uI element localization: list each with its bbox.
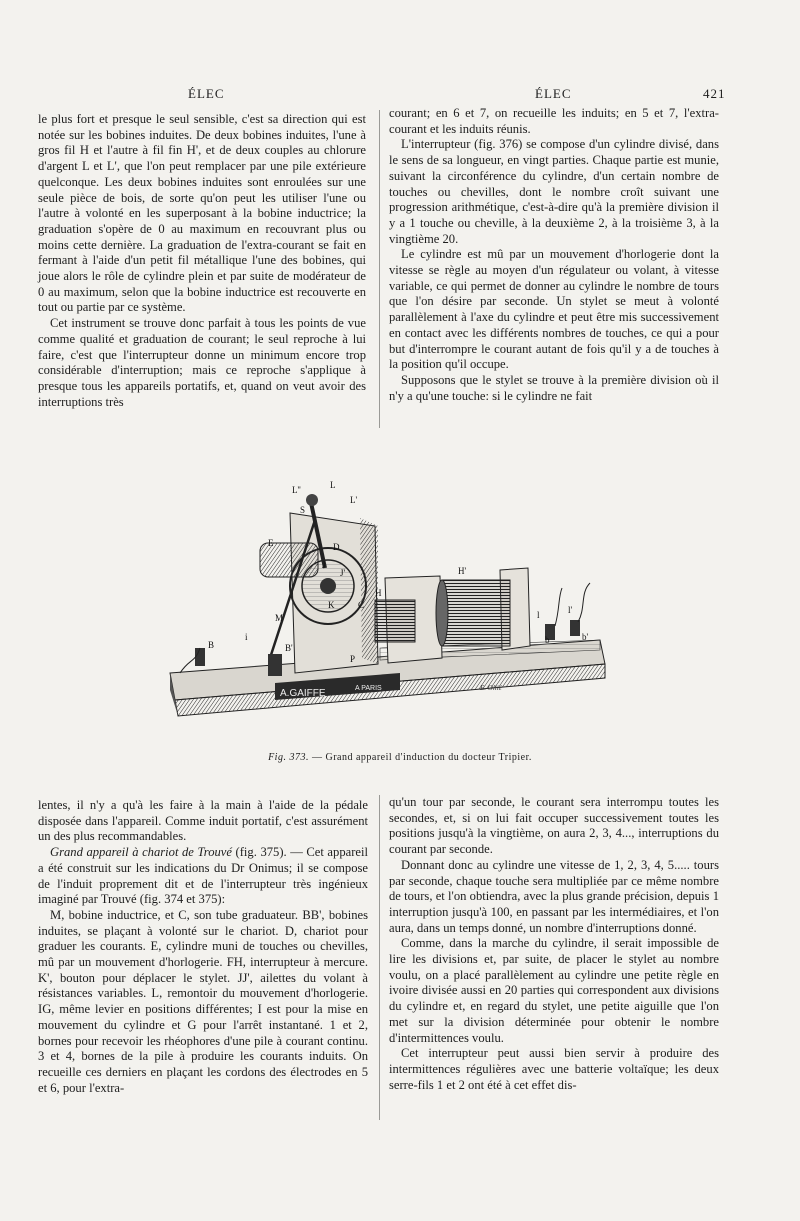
paragraph: Supposons que le stylet se trouve à la première division où il n'y a qu'une touche: si le cylindre ne fait	[389, 372, 719, 403]
running-head-left: ÉLEC	[188, 86, 225, 101]
paragraph: qu'un tour par seconde, le courant sera interrompu toutes les secondes, et, si on lui fait occuper successivement toutes les positions jusqu'à la vingtième, on aura 2, 3, 4..., interruptions du courant par seconde.	[389, 795, 719, 857]
section-lead: Grand appareil à chariot de Trouvé	[50, 845, 232, 860]
column-divider	[379, 795, 380, 1120]
figure-number: Fig. 373.	[268, 752, 309, 763]
fig-label: H	[375, 588, 382, 598]
fig-label: M	[275, 613, 284, 623]
paragraph: M, bobine inductrice, et C, son tube graduateur. BB', bobines induites, se plaçant à volonté sur le chariot. D, chariot pour graduer les courants. E, cylindre muni de touches ou chevilles, mû par un mouvement d'horlogerie. FH, interrupteur à mercure. K', bouton pour déplacer le stylet. JJ', ailettes du volant à résistances variables. L, remontoir du mouvement d'horlogerie. IG, même levier en positions différentes; I est pour la mise en mouvement du cylindre et G pour l'arrêt instantané. 1 et 2, bornes pour recevoir les rhéophores d'une pile à courant continu. 3 et 4, bornes de la pile à produire les courants induits. On recueille ces derniers en plaçant les cordons des électrodes en 5 et 6, pour l'extra-	[38, 907, 368, 1095]
fig-label: J'	[340, 568, 346, 578]
fig-label: i	[245, 632, 248, 642]
paragraph: Cet instrument se trouve donc parfait à tous les points de vue comme qualité et graduation de courant; le seul reproche à lui faire, c'est que l'interrupteur donne un minimum encore trop considérable d'interruption; mais ce reproche s'applique à presque tous les appareils portatifs, et, quand on veut avoir des interruptions très	[38, 316, 366, 409]
column-top-left	[38, 112, 366, 410]
paragraph: Comme, dans la marche du cylindre, il serait impossible de lire les divisions et, par suite, de placer le stylet au nombre voulu, on a placé parallèlement au cylindre une petite règle en ivoire divisée aussi en 20 parties qui correspondent aux divisions du cylindre et, en regard du stylet, une petite aiguille que l'on met sur la division déterminée pour obtenir le nombre d'intermittences voulu.	[389, 936, 719, 1045]
figure-caption	[0, 752, 800, 763]
figure-caption-text: — Grand appareil d'induction du docteur Tripier.	[311, 752, 532, 763]
fig-label: P	[350, 654, 356, 664]
fig-label: B	[208, 640, 215, 650]
page-number: 421	[703, 86, 726, 101]
maker-name: A.GAIFFE	[280, 688, 326, 699]
fig-label: B'	[285, 643, 293, 653]
fig-label: l'	[568, 605, 573, 615]
running-head-right: ÉLEC	[535, 86, 572, 101]
column-bottom-left	[38, 798, 368, 1096]
paragraph: Cet interrupteur peut aussi bien servir à produire des intermittences régulières avec une batterie voltaïque; les deux serre-fils 1 et 2 ont été à cet effet dis-	[389, 1046, 719, 1092]
paragraph: L'interrupteur (fig. 376) se compose d'un cylindre divisé, dans le sens de sa longueur, en vingt parties. Chaque partie est munie, suivant la circonférence du cylindre, d'un certain nombre de touches ou chevilles, dont le nombre croît suivant une progression arithmétique, c'est-à-dire qu'à la première division il y a 1 touche ou cheville, à la deuxième 2, à la troisième 3, à la vingtième 20.	[389, 137, 719, 246]
paragraph: lentes, il n'y a qu'à les faire à la main à l'aide de la pédale disposée dans l'appareil. Comme induit portatif, c'est assurément un des plus recommandables.	[38, 798, 368, 844]
paragraph: Le cylindre est mû par un mouvement d'horlogerie dont la vitesse se règle au moyen d'un régulateur ou volant, à vitesse variable, ce qui permet de donner au cylindre le nombre de tours que l'on désire par seconde. Un stylet se meut à volonté parallèlement à l'axe du cylindre et peut être mis successivement en contact avec les différents nombres de touches, ce qui a pour but d'interrompre le courant autant de fois qu'il y a de touches à la position qu'il occupe.	[389, 247, 719, 372]
fig-label: S	[300, 505, 306, 515]
maker-suffix: A PARIS	[355, 685, 382, 692]
paragraph: Grand appareil à chariot de Trouvé (fig. 375). — Cet appareil a été construit sur les indications du Dr Onimus; il se compose de l'induit proprement dit et de l'interrupteur très ingénieux imaginé par Trouvé (fig. 374 et 375):	[38, 845, 368, 907]
fig-label: L''	[292, 485, 301, 495]
paragraph: le plus fort et presque le seul sensible, c'est sa direction qui est notée sur les bobines induites. De deux bobines induites, l'une à gros fil H et l'autre à fil fin H', et de deux couples au chlorure d'argent L et L', que l'on peut remplacer par une pile extérieure quelconque. Les deux bobines induites sont enroulées sur une seule pièce de bois, de sorte qu'on peut les utiliser l'une ou l'autre à volonté en les superposant à la bobine inductrice; la graduation s'opère de 0 au maximum en recouvrant plus ou moins cette dernière. La graduation de l'extra-courant se fait en fermant à l'aide d'un petit fil métallique l'une des bobines, qui joue alors le rôle de cylindre plein et par suite de modérateur de 0 au maximum, selon que la bobine inductrice est recouverte en tout ou partie par ce système.	[38, 112, 366, 315]
column-divider	[379, 110, 380, 428]
column-bottom-right	[389, 795, 719, 1093]
fig-label: H'	[458, 566, 467, 576]
fig-label: D	[333, 542, 340, 552]
apparatus-engraving	[150, 468, 610, 738]
fig-label: C	[358, 600, 365, 610]
fig-label: E	[268, 538, 274, 548]
paragraph: Donnant donc au cylindre une vitesse de 1, 2, 3, 4, 5..... tours par seconde, chaque touche sera multipliée par ce même nombre de tours, et l'on obtiendra, avec la plus grande précision, depuis 1 interruption jusqu'à 100, en passant par les intermédiaires, et l'on aura, dans un temps donné, un nombre d'interruptions donné.	[389, 857, 719, 935]
fig-label: L	[330, 480, 336, 490]
fig-label: l	[537, 610, 540, 620]
fig-label: b	[545, 635, 550, 645]
column-top-right	[389, 106, 719, 404]
fig-label: L'	[350, 495, 358, 505]
fig-label: K	[328, 600, 335, 610]
fig-label: b'	[582, 632, 589, 642]
engraver-signature: E. Ollié	[480, 684, 502, 692]
fig-label: J	[322, 560, 326, 570]
paragraph: courant; en 6 et 7, on recueille les induits; en 5 et 7, l'extra-courant et les induits réunis.	[389, 106, 719, 136]
